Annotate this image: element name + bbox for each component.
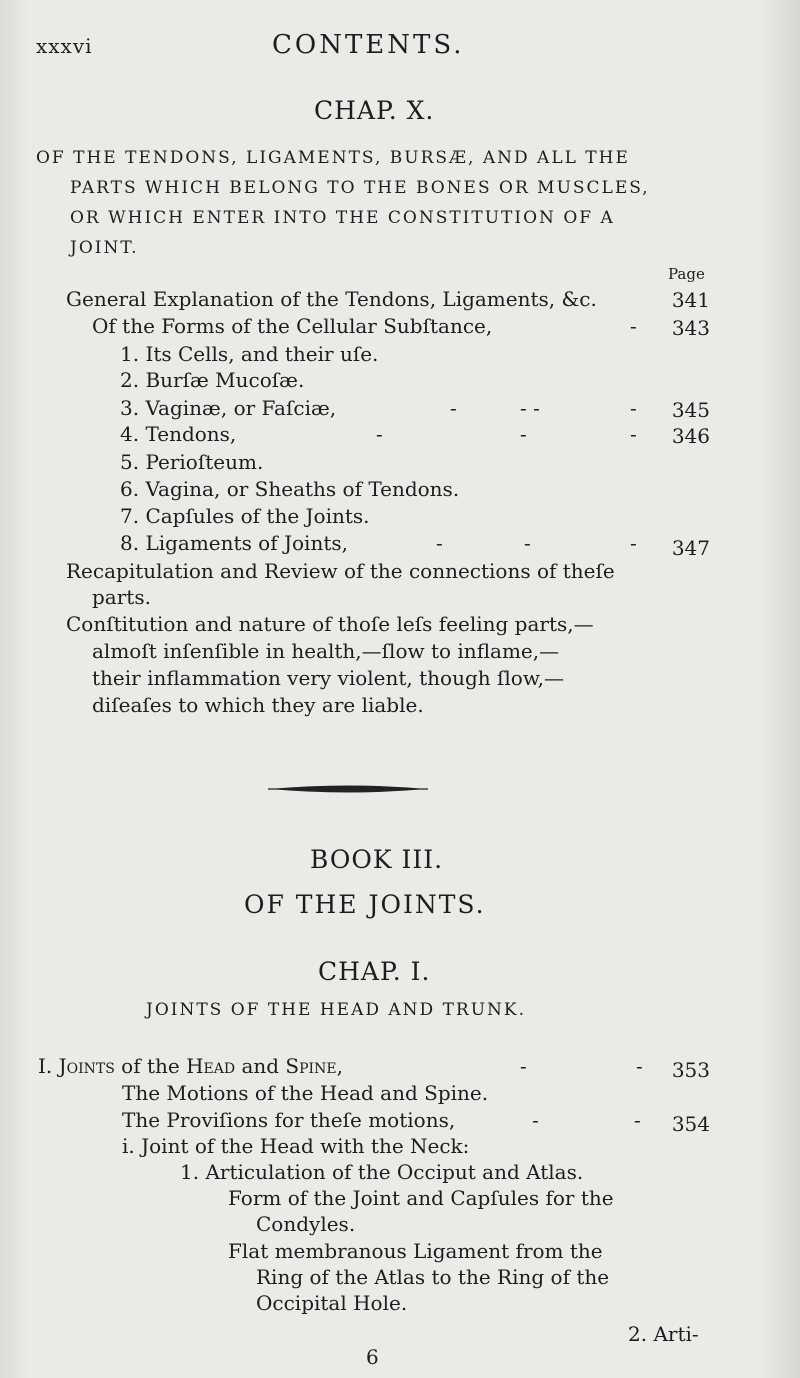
chapter-title-line-3: OR WHICH ENTER INTO THE CONSTITUTION OF A bbox=[70, 208, 615, 228]
toc-page-number: 347 bbox=[671, 536, 710, 560]
book-heading: BOOK III. bbox=[310, 845, 444, 874]
toc-entry: 4. Tendons, bbox=[120, 422, 237, 446]
toc-entry: 1. Articulation of the Occiput and Atlas. bbox=[180, 1160, 584, 1184]
running-title: CONTENTS. bbox=[272, 30, 465, 60]
toc-entry: Flat membranous Ligament from the bbox=[228, 1239, 603, 1263]
toc-entry: I. Joints of the Head and Spine, bbox=[38, 1054, 343, 1078]
toc-entry: Form of the Joint and Capſules for the bbox=[228, 1186, 614, 1210]
toc-entry: 7. Capſules of the Joints. bbox=[120, 504, 370, 528]
toc-entry: General Explanation of the Tendons, Ligaments, &c. bbox=[66, 287, 597, 311]
toc-entry: 1. Its Cells, and their uſe. bbox=[120, 342, 379, 366]
ornamental-rule bbox=[268, 780, 428, 798]
toc-page-number: 353 bbox=[671, 1058, 710, 1082]
toc-entry: almoſt inſenſible in health,—ſlow to inflame,— bbox=[92, 639, 560, 663]
toc-entry: Condyles. bbox=[256, 1212, 356, 1236]
toc-page-number: 341 bbox=[671, 288, 710, 312]
page-column-heading: Page bbox=[668, 265, 705, 283]
toc-entry: their inflammation very violent, though ſlow,— bbox=[92, 666, 564, 690]
chapter-heading-x: CHAP. X. bbox=[314, 96, 435, 125]
catchword: 2. Arti- bbox=[628, 1322, 699, 1346]
toc-entry: Conſtitution and nature of thoſe leſs feeling parts,— bbox=[66, 612, 594, 636]
toc-entry: The Motions of the Head and Spine. bbox=[122, 1081, 489, 1105]
toc-entry: parts. bbox=[92, 585, 151, 609]
toc-page-number: 354 bbox=[671, 1112, 710, 1136]
toc-entry: Of the Forms of the Cellular Subſtance, bbox=[92, 314, 493, 338]
toc-entry: 2. Burſæ Mucoſæ. bbox=[120, 368, 305, 392]
toc-entry: Occipital Hole. bbox=[256, 1291, 408, 1315]
toc-entry: Ring of the Atlas to the Ring of the bbox=[256, 1265, 610, 1289]
toc-page-number: 343 bbox=[671, 316, 710, 340]
toc-entry: 3. Vaginæ, or Faſciæ, bbox=[120, 396, 337, 420]
toc-entry: Recapitulation and Review of the connections of theſe bbox=[66, 559, 615, 583]
toc-entry: 6. Vagina, or Sheaths of Tendons. bbox=[120, 477, 460, 501]
toc-entry: i. Joint of the Head with the Neck: bbox=[122, 1134, 470, 1158]
chapter-title-line-2: PARTS WHICH BELONG TO THE BONES OR MUSCLES, bbox=[70, 178, 650, 198]
toc-page-number: 346 bbox=[671, 424, 710, 448]
toc-page-number: 345 bbox=[671, 398, 710, 422]
chapter-heading-i: CHAP. I. bbox=[318, 957, 431, 986]
signature-mark: 6 bbox=[366, 1345, 379, 1369]
book-page: xxxvi CONTENTS. CHAP. X. OF THE TENDONS, LIGAMENTS, BURSÆ, AND ALL THE PARTS WHICH BELONG TO THE BONES OR MUSCLES, OR WHICH ENTER INTO THE CONSTITUTION OF A JOINT. Page General Explanation of the Tendons, Ligaments, &c. 341 Of the Forms of the Cellular Subſtance, - 343 1. Its Cells, and their uſe. 2. Burſæ Mucoſæ. 3. Vaginæ, or Faſciæ, - - - - 345 4. Tendons, - - - 346 5. Perioſteum. 6. Vagina, or Sheaths of Tendons. 7. Capſules of the Joints. 8. Ligaments of Joints, - - - 347 Recapitulation and Review of the connections of theſe parts. Conſtitution and nature of thoſe leſs feeling parts,— almoſt inſenſible in health,—ſlow to inflame,— their inflammation very violent, though ſlow,— diſeaſes to which they are liable. BOOK III. OF THE JOINTS. CHAP. I. JOINTS OF THE HEAD AND TRUNK. I. Joints of the Head and Spine, - - 353 The Motions of the Head and Spine. The Proviſions for theſe motions, - - 354 i. Joint of the Head with the Neck: 1. Articulation of the Occiput and Atlas. Form of the Joint and Capſules for the Condyles. Flat membranous Ligament from the Ring of the Atlas to the Ring of the Occipital Hole. 2. Arti- 6 bbox=[0, 0, 800, 1378]
chapter-title-line-4: JOINT. bbox=[70, 238, 139, 258]
chapter-title-line-1: OF THE TENDONS, LIGAMENTS, BURSÆ, AND ALL THE bbox=[36, 148, 630, 168]
toc-entry: 5. Perioſteum. bbox=[120, 450, 264, 474]
book-title: OF THE JOINTS. bbox=[244, 890, 486, 919]
toc-entry: diſeaſes to which they are liable. bbox=[92, 693, 424, 717]
chapter-title: JOINTS OF THE HEAD AND TRUNK. bbox=[146, 1000, 527, 1020]
toc-entry: The Proviſions for theſe motions, bbox=[122, 1108, 456, 1132]
folio-number: xxxvi bbox=[36, 34, 93, 58]
toc-entry: 8. Ligaments of Joints, bbox=[120, 531, 348, 555]
